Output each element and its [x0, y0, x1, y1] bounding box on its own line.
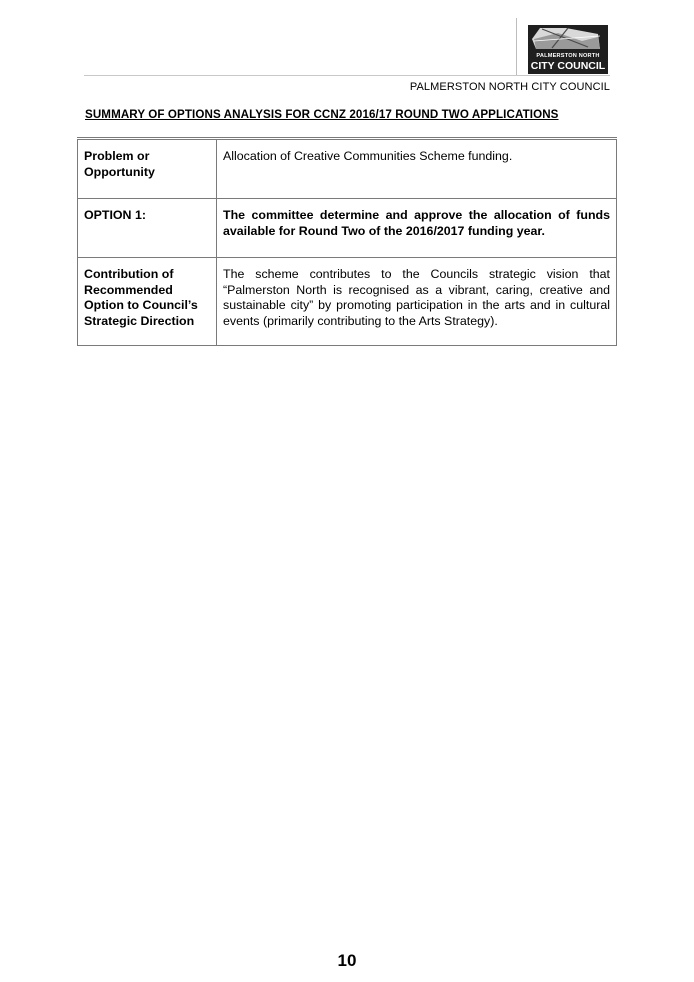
page-number: 10 — [337, 951, 357, 970]
header-divider-vertical — [516, 18, 517, 76]
row-value: The committee determine and approve the allocation of funds available for Round Two of the 2016/2017 funding year. — [217, 199, 617, 258]
row-value: The scheme contributes to the Councils strategic vision that “Palmerston North is recognised as a vibrant, caring, creative and sustainable city” by promoting participation in the arts and in cultural events (primarily contributing to the Arts Strategy). — [217, 258, 617, 346]
logo-text-line1: PALMERSTON NORTH — [536, 53, 600, 59]
logo-text-line2: CITY COUNCIL — [530, 60, 606, 72]
table-row-strategic-contribution — [78, 258, 617, 346]
header-council-name: PALMERSTON NORTH CITY COUNCIL — [409, 81, 610, 93]
row-value: Allocation of Creative Communities Scheme funding. — [217, 139, 617, 199]
logo-emblem-icon — [528, 25, 608, 53]
row-label: Problem or Opportunity — [78, 139, 217, 199]
options-analysis-table — [77, 137, 617, 346]
row-label: Contribution of Recommended Option to Council’s Strategic Direction — [78, 258, 217, 346]
table-row-problem — [78, 139, 617, 199]
page-title: SUMMARY OF OPTIONS ANALYSIS FOR CCNZ 2016/17 ROUND TWO APPLICATIONS — [85, 108, 559, 121]
row-label: OPTION 1: — [78, 199, 217, 258]
table-row-option-1 — [78, 199, 617, 258]
council-logo — [528, 25, 608, 74]
header-rule — [84, 75, 610, 76]
